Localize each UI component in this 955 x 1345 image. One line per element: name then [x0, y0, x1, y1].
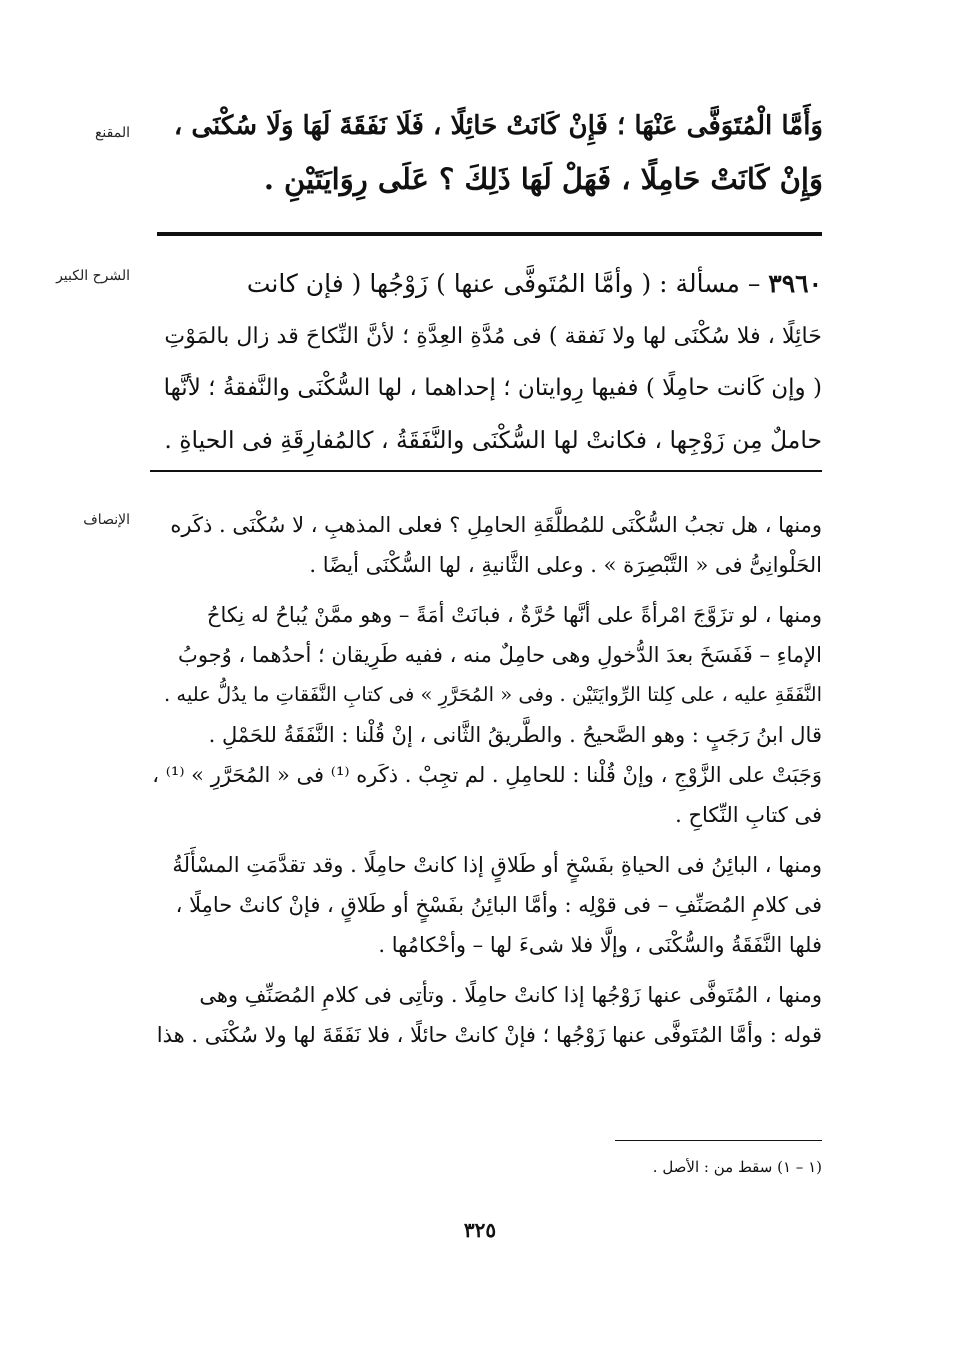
sharh-text: [150, 258, 822, 466]
matn-line: وَإِنْ كَانَتْ حَامِلًا ، فَهَلْ لَهَا ذَلِكَ ؟ عَلَى رِوَايَتَيْنِ .: [263, 162, 823, 196]
insaf-line: الحَلْوانِىُّ فى « التَّبْصِرَة » . وعلى الثَّانيةِ ، لها السُّكْنَى أيضًا .: [309, 553, 822, 577]
insaf-line: الإماءِ – فَفَسَخَ بعدَ الدُّخولِ وهى حامِلٌ منه ، ففيه طَرِيقان ؛ أحدُهما ، وُجوبُ: [178, 643, 822, 667]
matn-section-label: المقنع: [94, 125, 130, 141]
insaf-paragraph: [150, 975, 822, 1055]
insaf-paragraph: [150, 505, 822, 585]
footnote-divider: [615, 1140, 822, 1141]
page-number: ٣٢٥: [463, 1218, 497, 1242]
footnote: (١ – ١) سقط من : الأصل .: [652, 1158, 822, 1176]
issue-number: ٣٩٦٠: [768, 269, 822, 298]
insaf-line: قال ابنُ رَجَبٍ : وهو الصَّحيحُ . والطَّريقُ الثَّانى ، إنْ قُلْنا : النَّفَقَةُ للحَمْلِ .: [208, 723, 822, 747]
insaf-section-label: الإنصاف: [83, 512, 130, 528]
insaf-line: فى كتابِ النِّكاحِ .: [675, 803, 822, 827]
insaf-line: وَجَبَتْ على الزَّوْجِ ، وإنْ قُلْنا : للحامِلِ . لم تجِبْ . ذكَره ⁽¹⁾ فى « المُحَرَّرِ » ⁽¹⁾ ،: [152, 763, 822, 787]
insaf-paragraph: [150, 595, 822, 835]
insaf-line: ومنها ، هل تجبُ السُّكْنَى للمُطلَّقَةِ الحامِلِ ؟ فعلى المذهبِ ، لا سُكْنَى . ذكَره: [170, 513, 822, 537]
matn-text: [160, 100, 823, 206]
insaf-line: قوله : وأمَّا المُتَوفَّى عنها زَوْجُها ؛ فإنْ كانتْ حائلًا ، فلا نَفَقَةَ لها ولا سُكْنَى . هذا: [156, 1023, 822, 1047]
thin-divider: [150, 470, 822, 472]
insaf-line: ومنها ، المُتَوفَّى عنها زَوْجُها إذا كانتْ حامِلًا . وتأتِى فى كلامِ المُصَنِّفِ وهى: [199, 983, 822, 1007]
sharh-line: ( وإن كَانت حامِلًا ) ففيها رِوايتان ؛ إحداهما ، لها السُّكْنَى والنَّفقةُ ؛ لأنَّها: [163, 375, 822, 401]
sharh-line: حاملٌ مِن زَوْجِها ، فكانتْ لها السُّكْنَى والنَّفَقَةُ ، كالمُفارِقَةِ فى الحياةِ .: [164, 426, 822, 454]
insaf-paragraph: [150, 845, 822, 965]
sharh-line: حَائِلًا ، فلا سُكْنَى لها ولا نَفقة ) فى مُدَّةِ العِدَّةِ ؛ لأنَّ النِّكاحَ قد زال بالمَوْتِ: [164, 323, 822, 349]
sharh-line: [150, 258, 822, 310]
thick-divider: [157, 232, 822, 236]
insaf-text: [150, 505, 822, 1055]
insaf-line: ومنها ، لو تزَوَّجَ امْرأةً على أنَّها حُرَّةٌ ، فبانَتْ أمَةً – وهو ممَّنْ يُباحُ له نِكاحُ: [206, 603, 822, 627]
insaf-line: ومنها ، البائِنُ فى الحياةِ بفَسْخٍ أو طَلاقٍ إذا كانتْ حامِلًا . وقد تقدَّمَتِ المسْأَلَةُ: [172, 853, 822, 877]
matn-line: وَأَمَّا الْمُتَوَفَّى عَنْهَا ؛ فَإِنْ كَانَتْ حَائِلًا ، فَلَا نَفَقَةَ لَهَا وَلَا سُكْنَى ،: [173, 111, 823, 141]
insaf-line: فى كلامِ المُصَنِّفِ – فى قوْلِه : وأمَّا البائِنُ بفَسْخٍ أو طَلاقٍ ، فإنْ كانتْ حامِلًا ،: [175, 893, 822, 917]
insaf-line: فلها النَّفَقَةُ والسُّكْنَى ، وإلَّا فلا شىءَ لها – وأحْكامُها .: [378, 933, 822, 957]
insaf-line: النَّفَقَةِ عليه ، على كِلتا الرِّوايَتَيْن . وفى « المُحَرَّرِ » فى كتابِ النَّفَقاتِ ما يدُلُّ عليه .: [163, 683, 822, 706]
sharh-line-text: – مسألة : ( وأمَّا المُتَوفَّى عنها ) زَوْجُها ( فإن كانت: [246, 269, 761, 298]
sharh-section-label: الشرح الكبير: [56, 268, 130, 284]
